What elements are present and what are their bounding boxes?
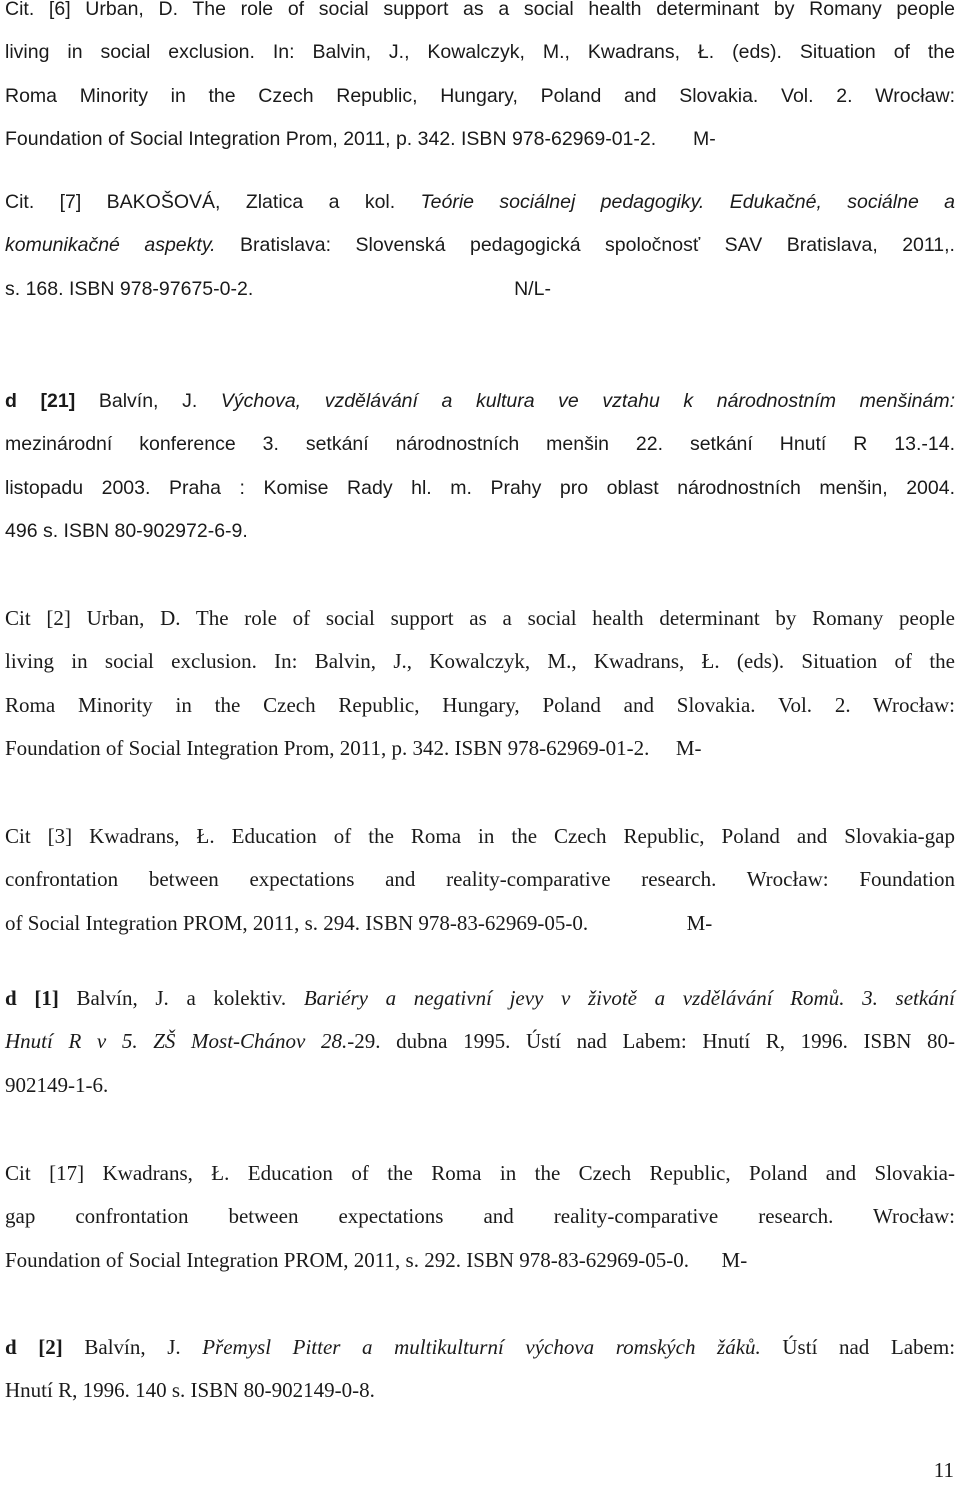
text-line: Cit. [6] Urban, D. The role of social support as a social health determinant by Romany people bbox=[5, 0, 955, 20]
text-line bbox=[5, 902, 955, 945]
citation-entry-6 bbox=[5, 977, 955, 1107]
citation-author: Balvín, J. a kolektiv. bbox=[76, 986, 287, 1010]
citation-entry-3 bbox=[5, 380, 955, 553]
text-line: gap confrontation between expectations and reality-comparative research. Wrocław: bbox=[5, 1204, 955, 1229]
text-line: Hnutí R, 1996. 140 s. ISBN 80-902149-0-8. bbox=[5, 1378, 375, 1403]
citation-code: d [1] bbox=[5, 986, 59, 1010]
text-line: Cit [2] Urban, D. The role of social support as a social health determinant by Romany people bbox=[5, 606, 955, 630]
text-line bbox=[5, 1020, 955, 1063]
citation-entry-4 bbox=[5, 597, 955, 770]
text-line bbox=[5, 977, 955, 1020]
text-line: Roma Minority in the Czech Republic, Hungary, Poland and Slovakia. Vol. 2. Wrocław: bbox=[5, 692, 955, 717]
citation-text: s. 168. ISBN 978-97675-0-2. bbox=[5, 277, 254, 300]
citation-title: Teórie sociálnej pedagogiky. bbox=[420, 191, 705, 213]
citation-entry-8 bbox=[5, 1326, 955, 1413]
citation-number: [21] bbox=[40, 390, 76, 412]
text-line: confrontation between expectations and reality-comparative research. Wrocław: Foundation bbox=[5, 867, 955, 892]
citation-entry-1 bbox=[5, 0, 955, 161]
text-line bbox=[5, 1326, 955, 1369]
text-line: listopadu 2003. Praha : Komise Rady hl. m. Prahy pro oblast národnostních menšin, 2004. bbox=[5, 476, 955, 499]
citation-title: Bariéry a negativní jevy v životě a vzdělávání Romů. 3. setkání bbox=[303, 986, 956, 1010]
citation-text: Foundation of Social Integration Prom, 2011, p. 342. ISBN 978-62969-01-2. bbox=[5, 735, 650, 760]
citation-entry-5 bbox=[5, 815, 955, 945]
citation-author: Balvín, J. bbox=[98, 390, 198, 412]
text-line: mezinárodní konference 3. setkání národnostních menšin 22. setkání Hnutí R 13.-14. bbox=[5, 433, 955, 456]
citation-title-cont: Hnutí R v 5. ZŠ Most-Chánov 28. bbox=[5, 1029, 348, 1054]
citation-entry-7 bbox=[5, 1152, 955, 1282]
citation-publisher: Bratislava: Slovenská pedagogická spoločnosť SAV Bratislava, 2011,. bbox=[240, 234, 955, 257]
citation-code: M- bbox=[686, 910, 713, 935]
text-line: 902149-1-6. bbox=[5, 1072, 109, 1097]
citation-author: Cit. [7] BAKOŠOVÁ, Zlatica a kol. bbox=[5, 191, 396, 213]
text-line bbox=[5, 118, 955, 161]
citation-code: d bbox=[5, 390, 17, 412]
citation-code: M- bbox=[721, 1247, 748, 1272]
text-line: 496 s. ISBN 80-902972-6-9. bbox=[5, 519, 248, 542]
citation-subtitle: Edukačné, sociálne a bbox=[729, 191, 956, 213]
citation-number: [2] bbox=[38, 1335, 63, 1359]
text-line bbox=[5, 1239, 955, 1282]
text-line bbox=[5, 268, 955, 311]
text-line bbox=[5, 181, 955, 224]
citation-title: Výchova, vzdělávání a kultura ve vztahu k národnostním menšinám: bbox=[220, 390, 956, 412]
citation-subtitle-cont: komunikačné aspekty. bbox=[5, 234, 216, 257]
text-line: living in social exclusion. In: Balvin, J., Kowalczyk, M., Kwadrans, Ł. (eds). Situation of the bbox=[5, 649, 955, 674]
text-line: Cit [3] Kwadrans, Ł. Education of the Roma in the Czech Republic, Poland and Slovakia-gap bbox=[5, 824, 955, 848]
citation-publisher: -29. dubna 1995. Ústí nad Labem: Hnutí R, 1996. ISBN 80- bbox=[347, 1029, 956, 1054]
citation-code: M- bbox=[675, 735, 702, 760]
citation-text: Foundation of Social Integration Prom, 2011, p. 342. ISBN 978-62969-01-2. bbox=[5, 127, 657, 150]
citation-entry-2 bbox=[5, 181, 955, 311]
citation-code: N/L- bbox=[514, 277, 551, 300]
citation-code: M- bbox=[692, 127, 716, 150]
text-line: Roma Minority in the Czech Republic, Hungary, Poland and Slovakia. Vol. 2. Wrocław: bbox=[5, 84, 955, 107]
page-number: 11 bbox=[933, 1458, 954, 1482]
text-line bbox=[5, 380, 955, 423]
citation-author: Balvín, J. bbox=[84, 1335, 181, 1359]
text-line: living in social exclusion. In: Balvin, J., Kowalczyk, M., Kwadrans, Ł. (eds). Situation of the bbox=[5, 41, 955, 64]
citation-code: d bbox=[5, 1335, 17, 1359]
citation-title: Přemysl Pitter a multikulturní výchova romských žáků. bbox=[202, 1335, 761, 1359]
citation-publisher: Ústí nad Labem: bbox=[782, 1335, 956, 1359]
citation-text: Foundation of Social Integration PROM, 2011, s. 292. ISBN 978-83-62969-05-0. bbox=[5, 1247, 690, 1272]
text-line bbox=[5, 224, 955, 267]
text-line bbox=[5, 727, 955, 770]
text-line: Cit [17] Kwadrans, Ł. Education of the Roma in the Czech Republic, Poland and Slovakia- bbox=[5, 1161, 955, 1185]
citation-text: of Social Integration PROM, 2011, s. 294. ISBN 978-83-62969-05-0. bbox=[5, 910, 589, 935]
